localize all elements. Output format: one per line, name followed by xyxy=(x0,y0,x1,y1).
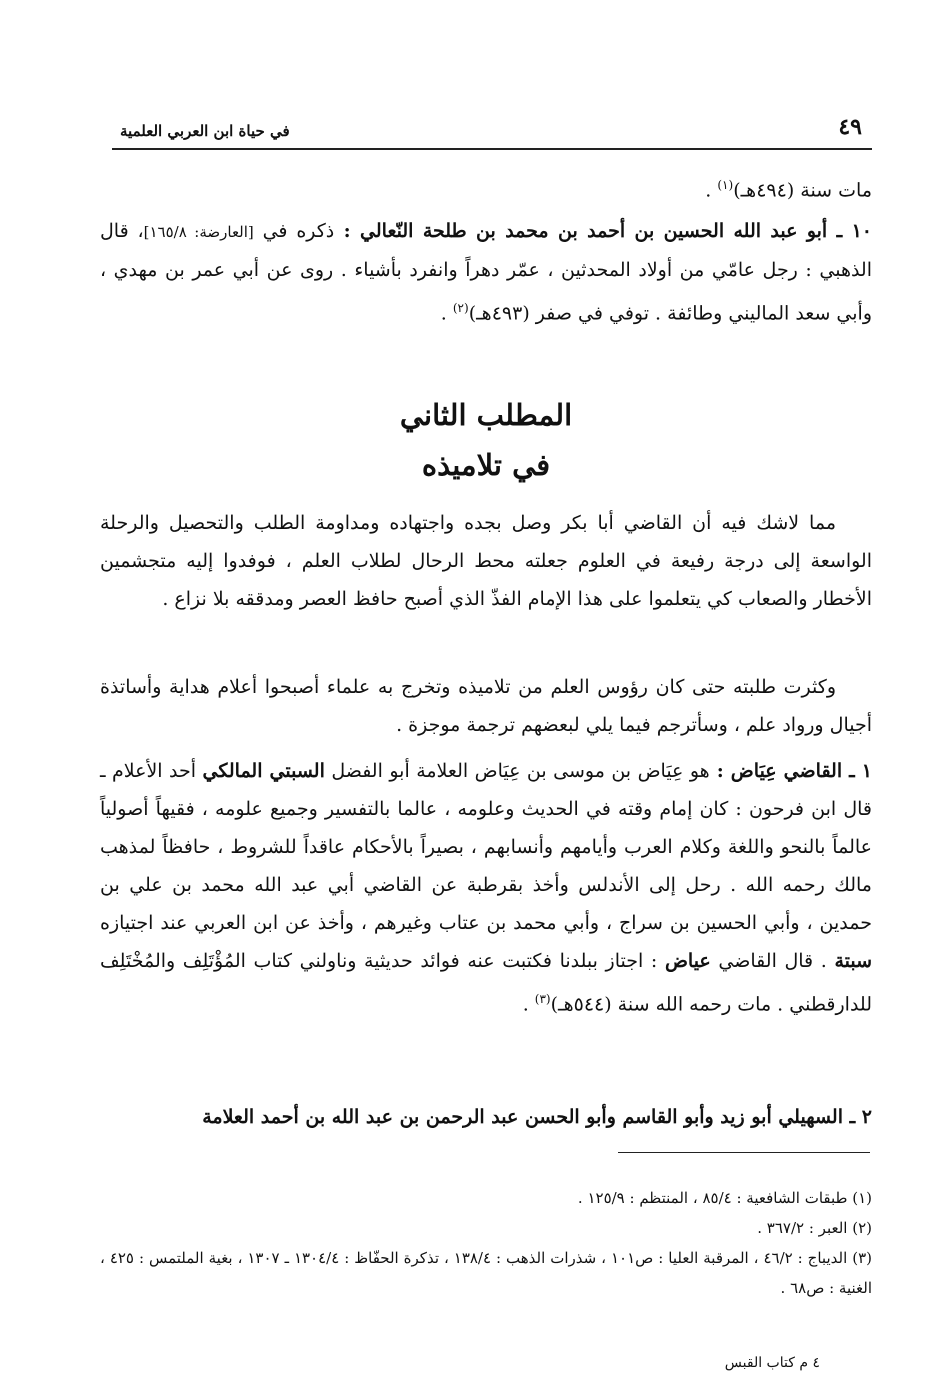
entry-2 xyxy=(100,1098,872,1136)
death-line-tail: . xyxy=(705,179,718,202)
entry-10-tail: . xyxy=(440,302,453,325)
footnote-2: (٢) العبر : ٣٦٧/٢ . xyxy=(757,1219,872,1237)
running-title: في حياة ابن العربي العلمية xyxy=(120,122,290,140)
footnotes xyxy=(100,1183,872,1303)
paragraph-1: مما لاشك فيه أن القاضي أبا بكر وصل بجده واجتهاده ومداومة الطلب والتحصيل والرحلة الواسعة إلى درجة رفيعة في العلوم جعلته محط الرحال لطلاب العلم ، فوفدوا إليه متجشمين الأخطار والصعاب كي يتعلموا على هذا الإمام الفذّ الذي أصبح حافظ العصر ومدققه بلا نزاع . xyxy=(100,512,872,610)
entry-1-text1: هو عِيَاض بن موسى بن عِيَاض العلامة أبو الفضل xyxy=(324,760,710,782)
entry-10-text2: ، قال الذهبي : رجل عامّي من أولاد المحدثين ، عمّر دهراً وانفرد بأشياء . روى عن أبي عمر بن مهدي ، وأبي سعد الماليني وطائفة . توفي في صفر (٤٩٣هـ) xyxy=(100,220,872,325)
page-number: ٤٩ xyxy=(838,114,862,140)
entry-1-bold-name: السبتي المالكي xyxy=(202,760,325,782)
footnote-3: (٣) الديباج : ٤٦/٢ ، المرقبة العليا : ص١٠١ ، شذرات الذهب : ١٣٨/٤ ، تذكرة الحفّاظ : ١٣٠٤/٤ ـ ١٣٠٧ ، بغية الملتمس : ٤٢٥ ، الغنية : ص٦٨ . xyxy=(100,1249,872,1297)
footnote-ref-3: (٣) xyxy=(534,992,551,1006)
death-line-text: مات سنة (٤٩٤هـ) xyxy=(733,179,872,202)
death-line xyxy=(100,166,872,209)
entry-10-source: [العارضة: ١٦٥/٨] xyxy=(143,223,254,241)
entry-1-text2: أحد الأعلام ـ قال ابن فرحون : كان إمام وقته في الحديث وعلومه ، عالما بالتفسير وجميع علومه ، فقيهاً أصولياً عالماً بالنحو واللغة وكلام العرب وأيامهم وأنسابهم ، بصيراً بالأحكام عاقداً للشروط ، حافظاً لمذهب مالك رحمه الله . رحل إلى الأندلس وأخذ بقرطبة عن القاضي أبي عبد الله محمد بن علي بن حمدين ، وأبي الحسين بن سراج ، وأبي محمد بن عتاب وغيرهم ، وأخذ عن ابن العربي عند اجتيازه xyxy=(100,760,872,934)
footnote-ref-1: (١) xyxy=(717,178,734,192)
entry-1-bold-name2: عياض xyxy=(664,950,711,972)
running-header xyxy=(112,110,872,150)
entry-1-lead: ١ ـ القاضي عِيَاض : xyxy=(709,760,872,782)
entry-10-lead: ١٠ ـ أبو عبد الله الحسين بن أحمد بن محمد بن طلحة النّعالي : xyxy=(334,220,872,242)
entry-1-text4: : اجتاز ببلدنا فكتبت عنه فوائد حديثية وناولني كتاب المُؤْتَلِف والمُخْتَلِف للدارقطني . مات رحمه الله سنة (٥٤٤هـ) xyxy=(100,950,872,1016)
footnote-divider xyxy=(618,1152,870,1153)
footnote-1: (١) طبقات الشافعية : ٨٥/٤ ، المنتظم : ١٢٥/٩ . xyxy=(577,1189,872,1207)
entry-1-tail: . xyxy=(522,993,535,1016)
entry-10 xyxy=(100,212,872,332)
entry-1-bold-city: سبتة xyxy=(834,950,873,972)
section-subheading: في تلاميذه xyxy=(421,448,551,482)
entry-2-lead: ٢ ـ السهيلي أبو زيد وأبو القاسم وأبو الحسن عبد الرحمن بن عبد الله بن أحمد العلامة xyxy=(202,1106,872,1128)
section-heading: المطلب الثاني xyxy=(399,398,573,432)
paragraph-2: وكثرت طلبته حتى كان رؤوس العلم من تلاميذه وتخرج به علماء أصبحوا أعلام هداية وأساتذة أجيال ورواد علم ، وسأترجم فيما يلي لبعضهم ترجمة موجزة . xyxy=(100,676,872,736)
entry-1 xyxy=(100,752,872,1023)
footnote-ref-2: (٢) xyxy=(452,301,469,315)
signature-mark: ٤ م كتاب القبس xyxy=(724,1355,820,1371)
entry-1-text3: . قال القاضي xyxy=(710,950,835,972)
entry-10-text1: ذكره في xyxy=(253,220,335,242)
